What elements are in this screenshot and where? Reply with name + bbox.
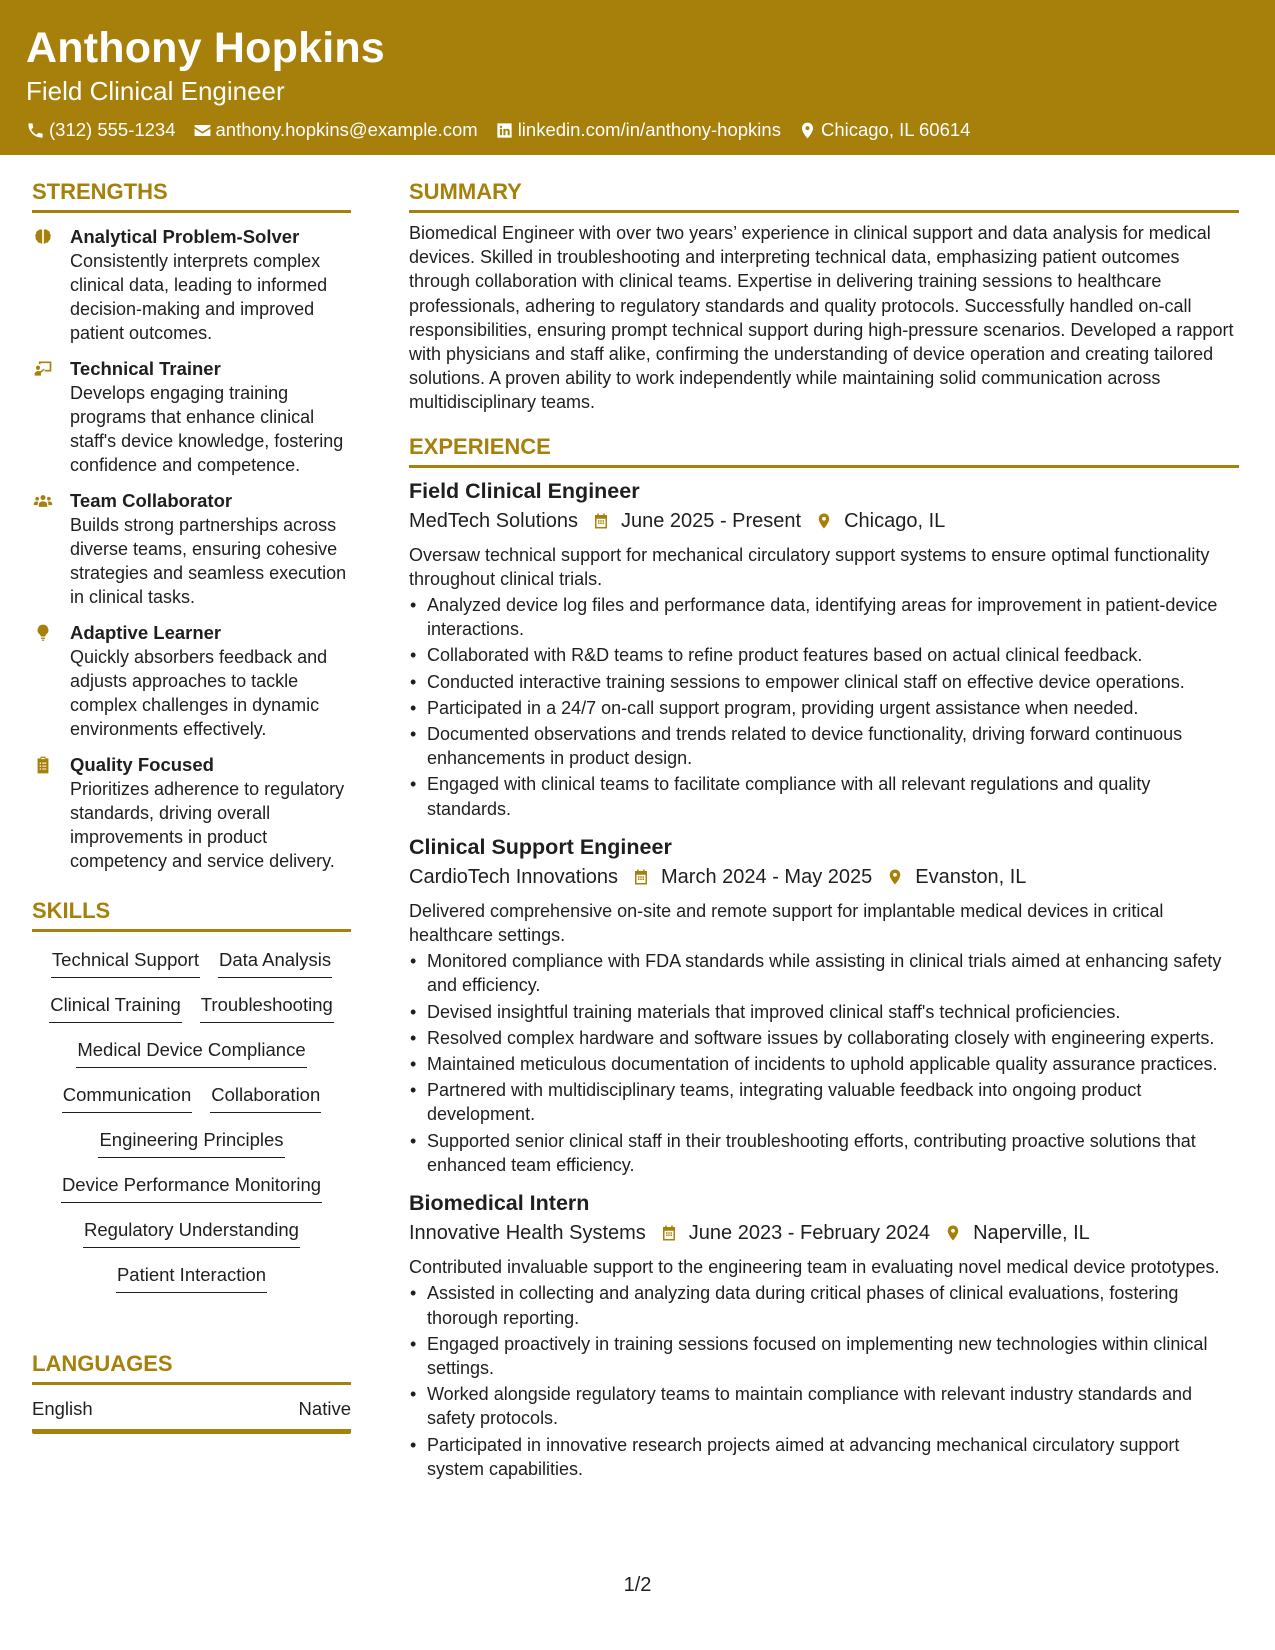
- skill-tag: Regulatory Understanding: [83, 1216, 300, 1248]
- job-location: Chicago, IL: [844, 509, 946, 532]
- calendar-icon: [632, 867, 650, 887]
- job-entry: [409, 1189, 1239, 1481]
- bullet-item: • Documented observations and trends related to device functionality, driving forward continuous enhancements in product design.: [409, 722, 1239, 770]
- job-description: Oversaw technical support for mechanical circulatory support systems to ensure optimal functionality throughout clinical trials.: [409, 544, 1210, 589]
- brain-icon: [32, 227, 54, 247]
- phone-text: (312) 555-1234: [49, 119, 176, 140]
- job-company: Innovative Health Systems: [409, 1222, 646, 1245]
- contact-linkedin[interactable]: [495, 118, 781, 142]
- skills-list: [32, 946, 351, 1306]
- skill-tag: Device Performance Monitoring: [61, 1171, 322, 1203]
- job-title: Biomedical Intern: [409, 1191, 590, 1216]
- strength-item: [32, 489, 351, 609]
- page-number: 1/2: [623, 1574, 652, 1596]
- skill-tag: Medical Device Compliance: [76, 1036, 306, 1068]
- bullet-item: • Conducted interactive training sessions to empower clinical staff on effective device operations.: [409, 670, 1239, 694]
- bullet-item: • Participated in innovative research projects aimed at advancing mechanical circulatory support system capabilities.: [409, 1433, 1239, 1481]
- skill-tag: Clinical Training: [49, 991, 182, 1023]
- language-row: [32, 1397, 351, 1434]
- candidate-name: Anthony Hopkins: [26, 24, 385, 72]
- envelope-icon: [193, 121, 212, 140]
- calendar-icon: [592, 511, 610, 531]
- contact-location: [798, 118, 970, 142]
- bullet-item: • Engaged proactively in training sessions focused on implementing new technologies within clinical settings.: [409, 1332, 1239, 1380]
- job-description: Contributed invaluable support to the engineering team in evaluating novel medical device prototypes.: [409, 1257, 1220, 1278]
- job-meta: [409, 863, 1239, 891]
- bullet-item: • Supported senior clinical staff in their troubleshooting efforts, contributing proactive solutions that enhanced team efficiency.: [409, 1129, 1239, 1177]
- linkedin-text: linkedin.com/in/anthony-hopkins: [517, 119, 781, 140]
- experience-heading: EXPERIENCE: [409, 433, 1239, 468]
- bullet-item: • Worked alongside regulatory teams to maintain compliance with relevant industry standards and safety protocols.: [409, 1382, 1239, 1430]
- skill-tag: Troubleshooting: [200, 991, 334, 1023]
- bullet-item: • Maintained meticulous documentation of incidents to uphold applicable quality assurance practices.: [409, 1052, 1239, 1076]
- strength-item: [32, 225, 351, 345]
- resume-header: [0, 0, 1275, 155]
- bullet-item: • Monitored compliance with FDA standards while assisting in clinical trials aimed at enhancing safety and efficiency.: [409, 949, 1239, 997]
- job-dates: March 2024 - May 2025: [661, 865, 873, 888]
- strength-item: [32, 753, 351, 873]
- summary-text: Biomedical Engineer with over two years’ experience in clinical support and data analysis for medical devices. Skilled in troubleshooting and interpreting technical data, emphasizing patient outcomes through collaboration with clinical teams. Expertise in delivering training sessions to healthcare professionals, adhering to regulatory standards and quality protocols. Successfully handled on-call responsibilities, ensuring prompt technical support during high-pressure scenarios. Developed a rapport with physicians and staff alike, confirming the understanding of device operation and creating tailored solutions. A proven ability to work independently while maintaining solid communication across multidisciplinary teams.: [409, 223, 1234, 413]
- strength-title: Analytical Problem-Solver: [70, 226, 300, 247]
- contact-bar: [26, 118, 1249, 142]
- calendar-icon: [660, 1223, 678, 1243]
- job-company: MedTech Solutions: [409, 509, 578, 532]
- job-bullets: [409, 949, 1239, 1177]
- bullet-item: • Resolved complex hardware and software issues by collaborating closely with engineering experts.: [409, 1026, 1239, 1050]
- map-pin-icon: [886, 867, 904, 887]
- contact-email[interactable]: [193, 118, 478, 142]
- bullet-item: • Participated in a 24/7 on-call support program, providing urgent assistance when needed.: [409, 696, 1239, 720]
- job-meta: [409, 507, 1239, 535]
- summary-section: [409, 178, 1239, 415]
- strength-title: Technical Trainer: [70, 358, 221, 379]
- strength-title: Adaptive Learner: [70, 622, 222, 643]
- strength-desc: Consistently interprets complex clinical data, leading to informed decision-making and improved patient outcomes.: [70, 251, 328, 343]
- location-text: Chicago, IL 60614: [820, 119, 971, 140]
- language-level: Native: [298, 1398, 351, 1419]
- job-title: Field Clinical Engineer: [409, 478, 640, 503]
- linkedin-icon: [495, 121, 514, 140]
- job-location: Evanston, IL: [915, 865, 1027, 888]
- bullet-item: • Partnered with multidisciplinary teams, integrating valuable feedback into ongoing product development.: [409, 1078, 1239, 1126]
- clipboard-list-icon: [32, 755, 54, 775]
- phone-icon: [26, 121, 45, 140]
- strength-item: [32, 621, 351, 741]
- strength-desc: Prioritizes adherence to regulatory standards, driving overall improvements in product competency and service delivery.: [70, 779, 345, 871]
- job-title: Clinical Support Engineer: [409, 834, 672, 859]
- bullet-item: • Engaged with clinical teams to facilitate compliance with all relevant regulations and quality standards.: [409, 772, 1239, 820]
- lightbulb-icon: [32, 623, 54, 643]
- left-column: [32, 178, 351, 1434]
- map-pin-icon: [798, 121, 817, 140]
- bullet-item: • Collaborated with R&D teams to refine product features based on actual clinical feedback.: [409, 643, 1239, 667]
- contact-phone[interactable]: [26, 118, 176, 142]
- language-name: English: [32, 1398, 93, 1419]
- summary-heading: SUMMARY: [409, 178, 1239, 213]
- job-location: Naperville, IL: [973, 1222, 1090, 1245]
- job-entry: [409, 477, 1239, 821]
- strength-desc: Develops engaging training programs that enhance clinical staff's device knowledge, fostering confidence and competence.: [70, 383, 344, 475]
- skill-tag: Patient Interaction: [116, 1261, 267, 1293]
- bullet-item: • Analyzed device log files and performance data, identifying areas for improvement in patient-device interactions.: [409, 593, 1239, 641]
- languages-heading: LANGUAGES: [32, 1350, 351, 1385]
- users-icon: [32, 491, 54, 511]
- strength-title: Team Collaborator: [70, 490, 233, 511]
- candidate-title: Field Clinical Engineer: [26, 76, 285, 106]
- email-text: anthony.hopkins@example.com: [215, 119, 478, 140]
- experience-section: [409, 433, 1239, 1481]
- skill-tag: Communication: [62, 1081, 193, 1113]
- job-description: Delivered comprehensive on-site and remote support for implantable medical devices in critical healthcare settings.: [409, 900, 1164, 946]
- skill-tag: Technical Support: [51, 946, 200, 978]
- bullet-item: • Devised insightful training materials that improved clinical staff's technical proficiencies.: [409, 1000, 1239, 1024]
- chalkboard-teacher-icon: [32, 359, 54, 379]
- strength-item: [32, 357, 351, 477]
- job-dates: June 2023 - February 2024: [688, 1222, 931, 1245]
- job-company: CardioTech Innovations: [409, 865, 619, 888]
- map-pin-icon: [944, 1223, 962, 1243]
- map-pin-icon: [815, 511, 833, 531]
- job-entry: [409, 833, 1239, 1177]
- strength-desc: Quickly absorbers feedback and adjusts approaches to tackle complex challenges in dynamic environments effectively.: [70, 647, 328, 739]
- right-column: [409, 178, 1239, 1483]
- skill-tag: Data Analysis: [218, 946, 332, 978]
- job-bullets: [409, 1281, 1239, 1481]
- skills-section: [32, 897, 351, 1306]
- strength-title: Quality Focused: [70, 754, 214, 775]
- job-meta: [409, 1219, 1239, 1247]
- skill-tag: Collaboration: [210, 1081, 321, 1113]
- job-bullets: [409, 593, 1239, 821]
- bullet-item: • Assisted in collecting and analyzing data during critical phases of clinical evaluations, fostering thorough reporting.: [409, 1281, 1239, 1329]
- skills-heading: SKILLS: [32, 897, 351, 932]
- languages-section: [32, 1350, 351, 1434]
- strength-desc: Builds strong partnerships across diverse teams, ensuring cohesive strategies and seamless execution in clinical tasks.: [70, 515, 347, 607]
- job-dates: June 2025 - Present: [620, 509, 802, 532]
- strengths-heading: STRENGTHS: [32, 178, 351, 213]
- skill-tag: Engineering Principles: [98, 1126, 284, 1158]
- strengths-section: [32, 178, 351, 873]
